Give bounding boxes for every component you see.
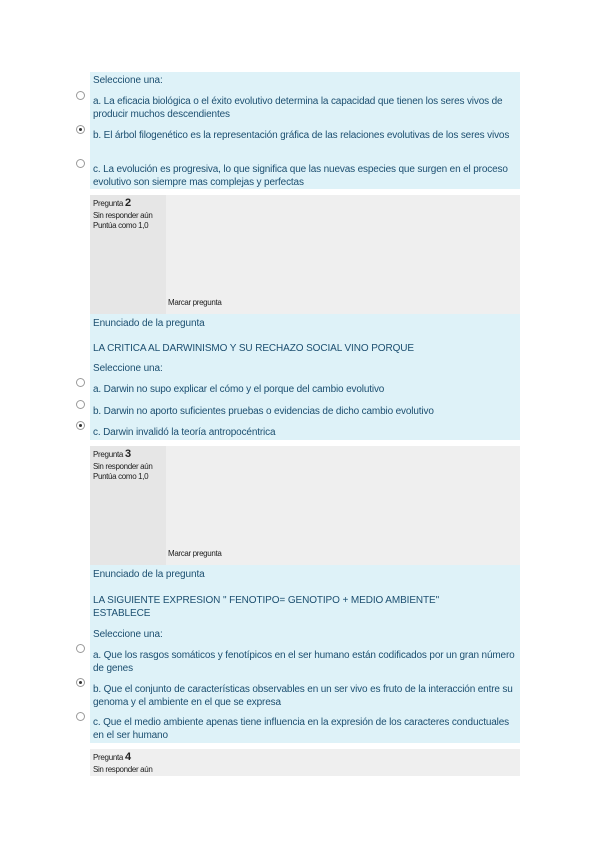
q3-score: Puntúa como 1,0 xyxy=(93,472,149,481)
q2-question-text: LA CRITICA AL DARWINISMO Y SU RECHAZO SOCIAL VINO PORQUE xyxy=(93,343,414,354)
q2-option-c[interactable]: c. Darwin invalidó la teoría antropocéntrica xyxy=(93,427,276,438)
q2-number: Pregunta 2 xyxy=(93,197,131,209)
q2-content-panel xyxy=(90,314,520,440)
q4-info-block xyxy=(90,749,520,776)
q2-option-a[interactable]: a. Darwin no supo explicar el cómo y el porque del cambio evolutivo xyxy=(93,384,385,395)
q3-option-a-radio[interactable] xyxy=(76,644,85,653)
q2-option-b-radio[interactable] xyxy=(76,400,85,409)
q3-statement-label: Enunciado de la pregunta xyxy=(93,569,205,580)
q4-number: Pregunta 4 xyxy=(93,751,131,763)
q2-option-c-radio[interactable] xyxy=(76,421,85,430)
q3-option-a[interactable]: a. Que los rasgos somáticos y fenotípicos en el ser humano están codificados por un gran número de genes xyxy=(93,650,515,674)
q2-option-a-radio[interactable] xyxy=(76,378,85,387)
q3-status: Sin responder aún xyxy=(93,462,153,471)
q1-option-a-radio[interactable] xyxy=(76,91,85,100)
q1-option-c-radio[interactable] xyxy=(76,159,85,168)
q1-select-label: Seleccione una: xyxy=(93,75,163,86)
q3-number: Pregunta 3 xyxy=(93,448,131,460)
q3-question-text: LA SIGUIENTE EXPRESION " FENOTIPO= GENOTIPO + MEDIO AMBIENTE" ESTABLECE xyxy=(93,595,440,619)
q3-info-block xyxy=(90,446,520,565)
q2-status: Sin responder aún xyxy=(93,211,153,220)
q2-flag-question[interactable]: Marcar pregunta xyxy=(168,298,222,307)
q1-option-a[interactable]: a. La eficacia biológica o el éxito evolutivo determina la capacidad que tienen los seres vivos de producir muchos descendientes xyxy=(93,96,503,120)
q4-status: Sin responder aún xyxy=(93,765,153,774)
q1-option-c[interactable]: c. La evolución es progresiva, lo que significa que las nuevas especies que surgen en el proceso evolutivo son siempre mas complejas y perfectas xyxy=(93,164,508,188)
q3-flag-question[interactable]: Marcar pregunta xyxy=(168,549,222,558)
q2-statement-label: Enunciado de la pregunta xyxy=(93,318,205,329)
q1-option-b-radio[interactable] xyxy=(76,125,85,134)
q2-select-label: Seleccione una: xyxy=(93,363,163,374)
q3-option-b-radio[interactable] xyxy=(76,678,85,687)
q2-score: Puntúa como 1,0 xyxy=(93,221,149,230)
q1-option-b[interactable]: b. El árbol filogenético es la representación gráfica de las relaciones evolutivas de los seres vivos xyxy=(93,130,510,141)
q2-info-block xyxy=(90,195,520,314)
q3-select-label: Seleccione una: xyxy=(93,629,163,640)
q3-option-c[interactable]: c. Que el medio ambiente apenas tiene influencia en la expresión de los caracteres conductuales en el ser humano xyxy=(93,717,510,741)
q3-option-b[interactable]: b. Que el conjunto de características observables en un ser vivo es fruto de la interacción entre su genoma y el ambiente en el que se expresa xyxy=(93,684,513,708)
q2-option-b[interactable]: b. Darwin no aporto suficientes pruebas o evidencias de dicho cambio evolutivo xyxy=(93,406,434,417)
q3-option-c-radio[interactable] xyxy=(76,712,85,721)
